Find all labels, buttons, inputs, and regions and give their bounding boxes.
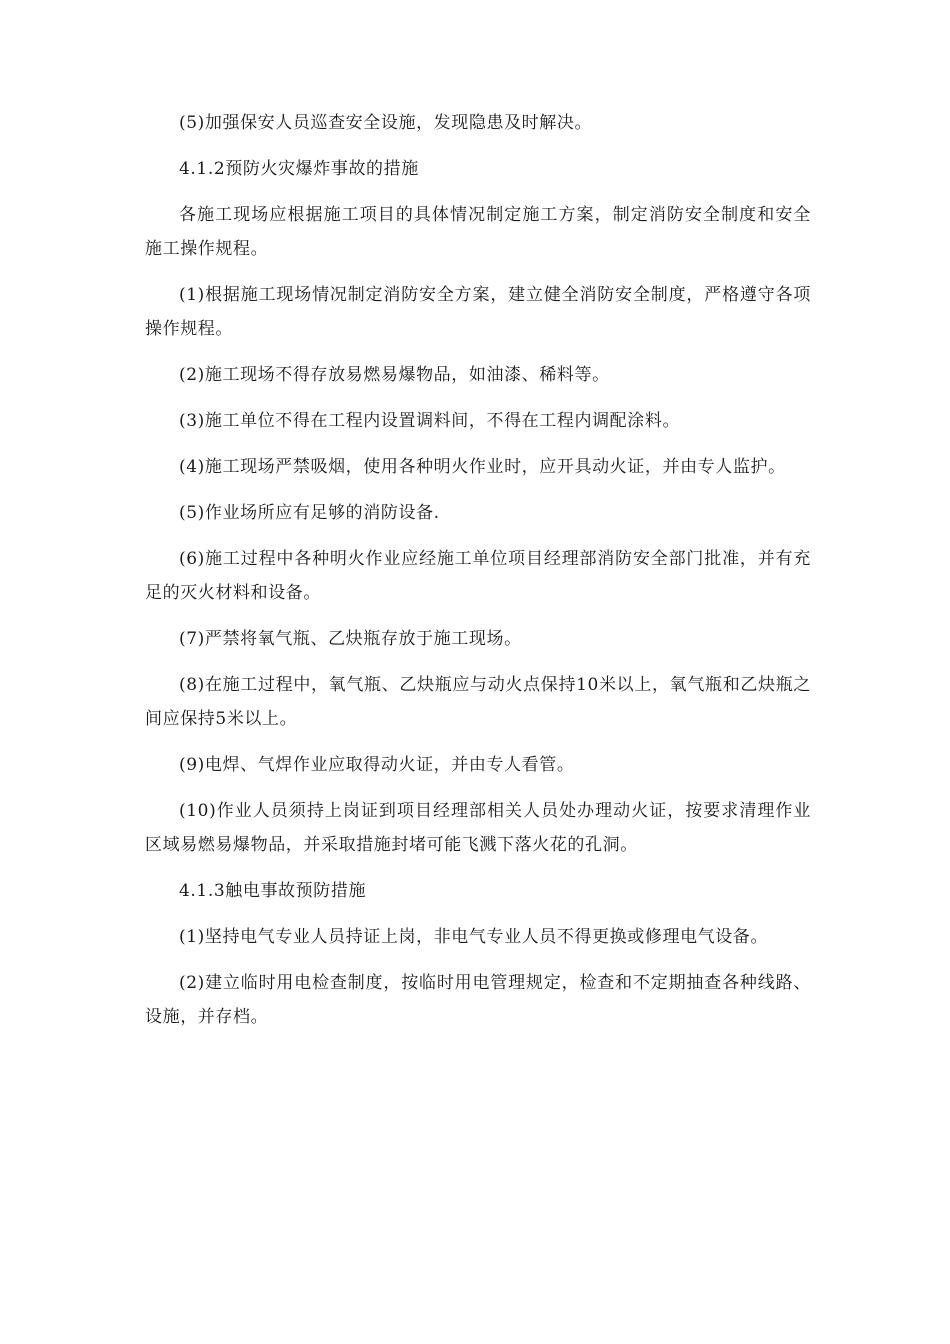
- paragraph-fire-item-5: (5)作业场所应有足够的消防设备.: [179, 503, 440, 523]
- paragraph-fire-item-7: (7)严禁将氧气瓶、乙炔瓶存放于施工现场。: [179, 629, 522, 649]
- paragraph-fire-item-8: (8)在施工过程中，氧气瓶、乙炔瓶应与动火点保持10米以上，氧气瓶和乙炔瓶之间应保持5米以上。: [145, 675, 811, 729]
- section-heading-electric-shock: 4.1.3触电事故预防措施: [179, 881, 367, 901]
- paragraph-fire-intro: 各施工现场应根据施工项目的具体情况制定施工方案，制定消防安全制度和安全施工操作规程。: [145, 205, 811, 259]
- paragraph-fire-item-4: (4)施工现场严禁吸烟，使用各种明火作业时，应开具动火证，并由专人监护。: [179, 457, 786, 477]
- paragraph-security-patrol: (5)加强保安人员巡查安全设施，发现隐患及时解决。: [179, 113, 593, 133]
- paragraph-fire-item-9: (9)电焊、气焊作业应取得动火证，并由专人看管。: [179, 755, 575, 775]
- paragraph-electric-item-1: (1)坚持电气专业人员持证上岗，非电气专业人员不得更换或修理电气设备。: [179, 927, 769, 947]
- section-heading-fire-prevention: 4.1.2预防火灾爆炸事故的措施: [179, 159, 419, 179]
- paragraph-electric-item-2: (2)建立临时用电检查制度，按临时用电管理规定，检查和不定期抽查各种线路、设施，并存档。: [145, 973, 811, 1027]
- paragraph-fire-item-2: (2)施工现场不得存放易燃易爆物品，如油漆、稀料等。: [179, 365, 610, 385]
- paragraph-fire-item-3: (3)施工单位不得在工程内设置调料间，不得在工程内调配涂料。: [179, 411, 681, 431]
- paragraph-fire-item-1: (1)根据施工现场情况制定消防安全方案，建立健全消防安全制度，严格遵守各项操作规程。: [145, 285, 811, 339]
- paragraph-fire-item-10: (10)作业人员须持上岗证到项目经理部相关人员处办理动火证，按要求清理作业区域易燃易爆物品，并采取措施封堵可能飞溅下落火花的孔洞。: [145, 801, 811, 855]
- document-body: [145, 106, 811, 1046]
- paragraph-fire-item-6: (6)施工过程中各种明火作业应经施工单位项目经理部消防安全部门批准，并有充足的灭火材料和设备。: [145, 549, 811, 603]
